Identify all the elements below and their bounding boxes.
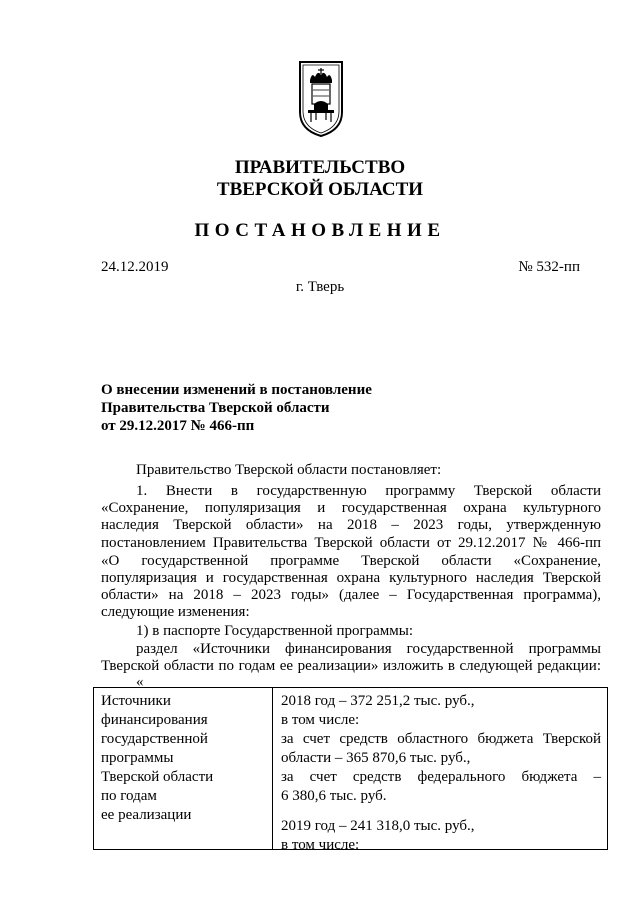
body-line: популяризация и государственная охрана культурного наследия Тверской [101,570,601,586]
government-title-line2: ТВЕРСКОЙ ОБЛАСТИ [216,179,424,200]
government-title-line1: ПРАВИТЕЛЬСТВО [234,157,406,178]
table-right-cell-line: в том числе: [281,712,360,728]
body-line: области» на 2018 – 2023 годы» (далее – Государственная программа), [101,587,601,603]
body-line: «Сохранение, популяризация и государственная охрана культурного [101,500,601,516]
table-right-cell-line: 6 380,6 тыс. руб. [281,788,387,804]
document-date: 24.12.2019 [101,259,169,275]
coat-of-arms-emblem [298,60,344,138]
table-right-cell-line: области – 365 870,6 тыс. руб., [281,750,471,766]
body-line: 1) в паспорте Государственной программы: [136,623,414,639]
table-left-cell-line: государственной [101,731,208,747]
body-line: раздел «Источники финансирования государственной программы [136,641,601,657]
document-number: № 532-пп [518,259,580,275]
document-type-title: ПОСТАНОВЛЕНИЕ [194,220,446,241]
table-left-cell-line: Тверской области [101,769,214,785]
body-line: Правительство Тверской области постановляет: [136,462,442,478]
subject-line3: от 29.12.2017 № 466-пп [101,418,255,434]
opening-quote-mark: « [136,674,144,690]
table-left-cell-line: программы [101,750,174,766]
table-right-cell-line: за счет средств федерального бюджета – [281,769,601,785]
body-line: 1. Внести в государственную программу Тверской области [136,483,601,499]
table-right-cell-line: 2018 год – 372 251,2 тыс. руб., [281,693,475,709]
body-line: «О государственной программе Тверской области «Сохранение, [101,553,601,569]
table-left-cell-line: Источники [101,693,171,709]
body-line: наследия Тверской области» на 2018 – 2023 годы, утвержденную [101,517,601,533]
body-line: постановлением Правительства Тверской области от 29.12.2017 № 466-пп [101,535,601,551]
table-right-cell-line: 2019 год – 241 318,0 тыс. руб., [281,818,475,834]
table-column-divider [272,687,273,850]
table-left-cell-line: по годам [101,788,157,804]
body-line: следующие изменения: [101,604,250,620]
document-city: г. Тверь [295,279,345,295]
table-left-cell-line: финансирования [101,712,208,728]
table-right-cell-line: в том числе: [281,837,360,853]
table-right-cell-line: за счет средств областного бюджета Тверской [281,731,601,747]
body-line: Тверской области по годам ее реализации» изложить в следующей редакции: [101,658,601,674]
table-left-cell-line: ее реализации [101,807,192,823]
subject-line1: О внесении изменений в постановление [101,382,372,398]
subject-line2: Правительства Тверской области [101,400,330,416]
